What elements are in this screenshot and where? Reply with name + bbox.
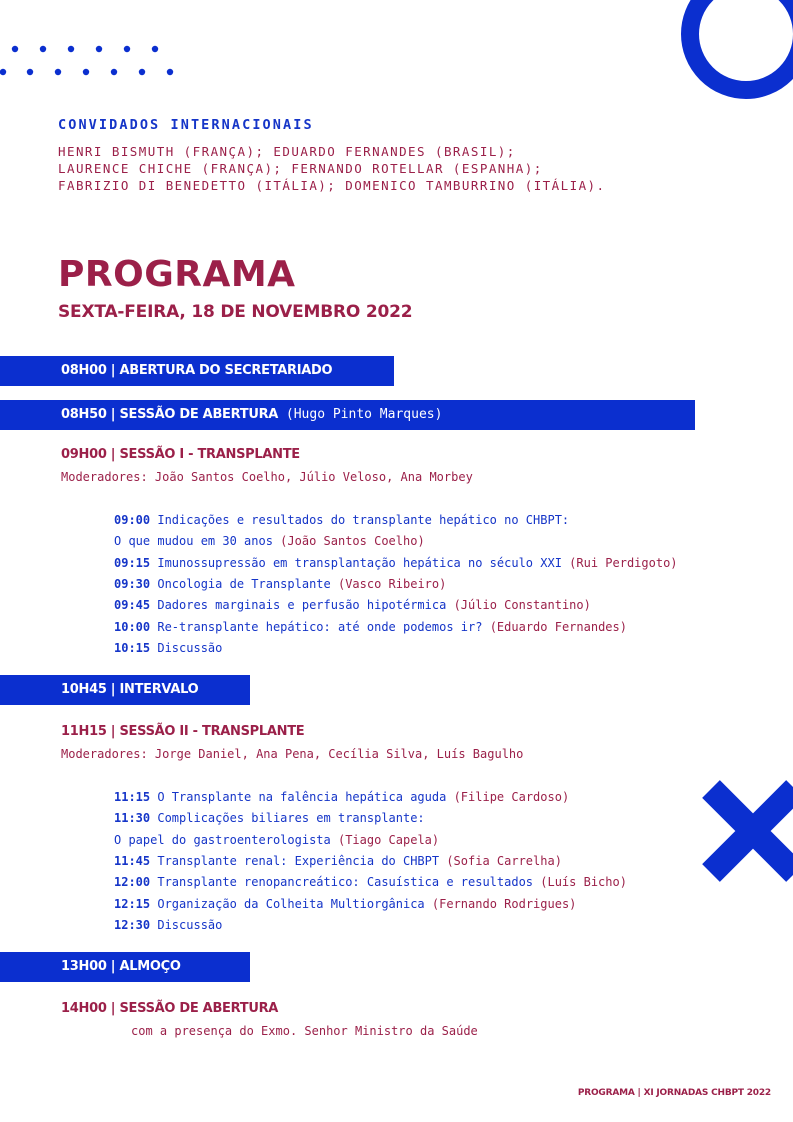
session-title: 09H00 | SESSÃO I - TRANSPLANTE	[61, 447, 300, 462]
item-time: 09:15	[114, 556, 151, 570]
item-title: Imunossupressão em transplantação hepática no século XXI	[150, 556, 562, 570]
bar-label: 08H50 | SESSÃO DE ABERTURA	[61, 407, 279, 422]
schedule-bar-intervalo	[0, 675, 250, 705]
session-title: 14H00 | SESSÃO DE ABERTURA	[61, 1001, 279, 1016]
item-speaker: (Vasco Ribeiro)	[330, 577, 447, 591]
ring-decoration	[663, 0, 793, 105]
agenda-item	[114, 577, 446, 591]
agenda-item	[114, 513, 569, 527]
item-title: O papel do gastroenterologista	[114, 833, 331, 847]
item-title: Discussão	[150, 918, 223, 932]
item-speaker: (Filipe Cardoso)	[446, 790, 570, 804]
bar-label: 10H45 | INTERVALO	[61, 682, 199, 697]
footer: PROGRAMA | XI JORNADAS CHBPT 2022	[577, 1088, 771, 1098]
guests-line: HENRI BISMUTH (FRANÇA); EDUARDO FERNANDES (BRASIL);	[58, 144, 516, 159]
item-time: 09:45	[114, 598, 151, 612]
program-date: SEXTA-FEIRA, 18 DE NOVEMBRO 2022	[58, 302, 413, 322]
item-speaker: (Tiago Capela)	[330, 833, 440, 847]
item-speaker: (Eduardo Fernandes)	[482, 620, 627, 634]
agenda-item	[114, 811, 425, 825]
agenda-item	[114, 598, 591, 612]
bar-label: 13H00 | ALMOÇO	[61, 959, 181, 974]
agenda-item	[114, 875, 627, 889]
guests-title: CONVIDADOS INTERNACIONAIS	[58, 117, 314, 133]
item-time: 11:30	[114, 811, 151, 825]
item-speaker: (Fernando Rodrigues)	[424, 897, 577, 911]
agenda-item	[114, 897, 576, 911]
item-title: Indicações e resultados do transplante hepático no CHBPT:	[150, 513, 570, 527]
agenda-item	[114, 790, 569, 804]
agenda-item	[114, 534, 425, 548]
item-title: Dadores marginais e perfusão hipotérmica	[150, 598, 447, 612]
item-time: 09:00	[114, 513, 151, 527]
item-title: Oncologia de Transplante	[150, 577, 331, 591]
item-speaker: (Luís Bicho)	[533, 875, 627, 889]
item-title: Re-transplante hepático: até onde podemos ir?	[150, 620, 483, 634]
bar-extra: (Hugo Pinto Marques)	[278, 407, 443, 422]
schedule-bar-sessao-abertura	[0, 400, 695, 430]
schedule-bar-almoco	[0, 952, 250, 982]
agenda-item	[114, 556, 678, 570]
item-time: 10:15	[114, 641, 151, 655]
item-speaker: (João Santos Coelho)	[272, 534, 425, 548]
cross-decoration	[695, 775, 793, 885]
item-title: Transplante renopancreático: Casuística e resultados	[150, 875, 534, 889]
item-time: 10:00	[114, 620, 151, 634]
item-speaker: (Júlio Constantino)	[446, 598, 591, 612]
agenda-item	[114, 918, 222, 932]
item-time: 11:15	[114, 790, 151, 804]
item-title: Complicações biliares em transplante:	[150, 811, 425, 825]
agenda-item	[114, 641, 222, 655]
bar-label: 08H00 | ABERTURA DO SECRETARIADO	[61, 363, 333, 378]
guests-line: LAURENCE CHICHE (FRANÇA); FERNANDO ROTELLAR (ESPANHA);	[58, 161, 543, 176]
item-title: O Transplante na falência hepática aguda	[150, 790, 447, 804]
program-title: PROGRAMA	[58, 254, 296, 295]
guests-line: FABRIZIO DI BENEDETTO (ITÁLIA); DOMENICO TAMBURRINO (ITÁLIA).	[58, 178, 606, 193]
agenda-item	[114, 854, 562, 868]
item-speaker: (Sofia Carrelha)	[439, 854, 562, 868]
item-title: O que mudou em 30 anos	[114, 534, 273, 548]
item-speaker: (Rui Perdigoto)	[561, 556, 678, 570]
agenda-item	[114, 620, 627, 634]
item-time: 11:45	[114, 854, 151, 868]
item-time: 12:15	[114, 897, 151, 911]
item-title: Discussão	[150, 641, 223, 655]
dot-grid-decoration	[0, 40, 200, 84]
item-time: 09:30	[114, 577, 151, 591]
moderators: Moderadores: Jorge Daniel, Ana Pena, Cecília Silva, Luís Bagulho	[61, 747, 524, 761]
moderators: Moderadores: João Santos Coelho, Júlio Veloso, Ana Morbey	[61, 470, 473, 484]
agenda-item	[114, 833, 439, 847]
session-title: 11H15 | SESSÃO II - TRANSPLANTE	[61, 724, 305, 739]
item-time: 12:00	[114, 875, 151, 889]
schedule-bar-abertura-secretariado	[0, 356, 394, 386]
item-time: 12:30	[114, 918, 151, 932]
item-title: Transplante renal: Experiência do CHBPT	[150, 854, 440, 868]
session-subtitle: com a presença do Exmo. Senhor Ministro da Saúde	[131, 1024, 478, 1038]
item-title: Organização da Colheita Multiorgânica	[150, 897, 425, 911]
